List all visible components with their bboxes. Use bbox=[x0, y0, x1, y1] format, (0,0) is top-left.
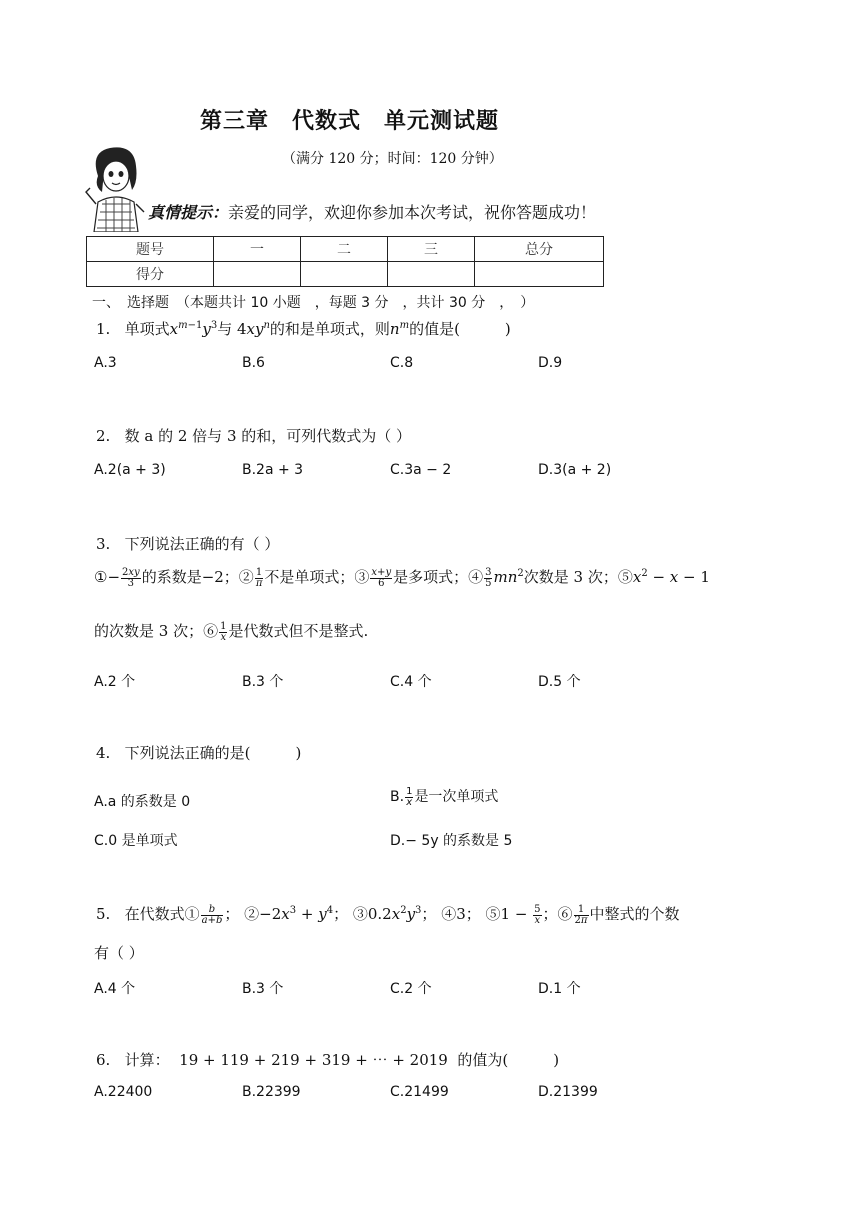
page-subtitle: （满分 120 分；时间：120 分钟） bbox=[282, 151, 503, 167]
question-5-line-2: 有（ ） bbox=[94, 944, 144, 962]
question-4 bbox=[96, 742, 301, 763]
section-heading: 一、 选择题 （本题共计 10 小题 ，每题 3 分 ，共计 30 分 ， ） bbox=[92, 295, 535, 311]
question-2 bbox=[96, 425, 411, 446]
option-b[interactable]: B.3 个 bbox=[242, 674, 284, 690]
table-cell: 一 bbox=[214, 237, 301, 262]
option-c[interactable]: C.8 bbox=[390, 355, 414, 371]
option-b[interactable]: B.6 bbox=[242, 355, 265, 371]
option-d[interactable]: D.21399 bbox=[538, 1084, 598, 1100]
tip-line bbox=[148, 200, 596, 223]
question-3-statements-line-2: 的次数是 3 次；⑥ $\frac{1}{x}$ 是代数式但不是整式. bbox=[94, 620, 369, 643]
table-cell: 题号 bbox=[87, 237, 214, 262]
option-c[interactable]: C.4 个 bbox=[390, 674, 432, 690]
question-3 bbox=[96, 533, 279, 554]
score-table-score-row bbox=[87, 262, 604, 287]
table-cell: 二 bbox=[301, 237, 388, 262]
score-entry-cell[interactable] bbox=[301, 262, 388, 287]
option-c[interactable]: C.0 是单项式 bbox=[94, 833, 178, 849]
option-a[interactable]: A.a 的系数是 0 bbox=[94, 794, 191, 810]
option-d[interactable]: D.3(a + 2) bbox=[538, 462, 612, 478]
tip-label: 真情提示： bbox=[148, 203, 229, 222]
question-number: 5. bbox=[96, 905, 111, 923]
option-a[interactable]: A.2 个 bbox=[94, 674, 136, 690]
option-d[interactable]: D.1 个 bbox=[538, 981, 581, 997]
option-d[interactable]: D.9 bbox=[538, 355, 563, 371]
question-5: 5. 在代数式① $\frac{b}{a+b}$ ； $②-2x^3 + y^4$； $③0.2x^2y^3$； ④3； ⑤1 − $\frac{5}{x}$ ；⑥ $\frac{1}{2\pi}$ 中整式的个数 bbox=[96, 903, 680, 926]
option-c[interactable]: C.21499 bbox=[390, 1084, 449, 1100]
question-number: 2. bbox=[96, 427, 111, 445]
question-text: 数 a 的 2 倍与 3 的和，可列代数式为（ ） bbox=[124, 427, 412, 445]
option-a[interactable]: A.22400 bbox=[94, 1084, 153, 1100]
option-a[interactable]: A.2(a + 3) bbox=[94, 462, 166, 478]
question-number: 1. bbox=[96, 320, 111, 338]
option-c[interactable]: C.3a − 2 bbox=[390, 462, 452, 478]
question-text: 下列说法正确的是( ) bbox=[124, 744, 302, 762]
option-b[interactable]: B.22399 bbox=[242, 1084, 301, 1100]
score-entry-cell[interactable] bbox=[214, 262, 301, 287]
score-table bbox=[86, 236, 604, 287]
question-6: 6. 计算： 19 + 119 + 219 + 319 + ⋯ + 2019 的值为( ) bbox=[96, 1051, 560, 1069]
table-cell: 三 bbox=[388, 237, 475, 262]
option-c[interactable]: C.2 个 bbox=[390, 981, 432, 997]
table-cell: 总分 bbox=[475, 237, 604, 262]
option-a[interactable]: A.3 bbox=[94, 355, 117, 371]
option-b[interactable]: B.3 个 bbox=[242, 981, 284, 997]
score-entry-cell[interactable] bbox=[388, 262, 475, 287]
option-b-letter: B. bbox=[390, 789, 405, 805]
option-a[interactable]: A.4 个 bbox=[94, 981, 136, 997]
question-number: 6. bbox=[96, 1051, 111, 1069]
question-number: 4. bbox=[96, 744, 111, 762]
question-text: 下列说法正确的有（ ） bbox=[124, 535, 280, 553]
question-3-statements-line-1: ①− $\frac{2xy}{3}$ 的系数是−2；② $\frac{1}{\pi}$ 不是单项式；③ $\frac{x+y}{6}$ 是多项式；④ $\frac{3}{5}$ $mn^2$次数是 3 次；$⑤x^2 - x - 1$ bbox=[94, 566, 710, 589]
question-1: 1. 单项式$x^{m-1}y^3$与 $4xy^n$的和是单项式，则$n^m$的值是( ) bbox=[96, 320, 511, 338]
option-d[interactable]: D.5 个 bbox=[538, 674, 581, 690]
option-b[interactable]: B.2a + 3 bbox=[242, 462, 304, 478]
page-title: 第三章 代数式 单元测试题 bbox=[200, 109, 500, 134]
option-b[interactable]: B. $\frac{1}{x}$ 是一次单项式 bbox=[390, 785, 499, 808]
tip-text: 亲爱的同学，欢迎你参加本次考试，祝你答题成功！ bbox=[228, 203, 597, 222]
table-cell: 得分 bbox=[87, 262, 214, 287]
option-d[interactable]: D.− 5y 的系数是 5 bbox=[390, 833, 513, 849]
score-table-header-row bbox=[87, 237, 604, 262]
student-girl-illustration bbox=[84, 142, 146, 232]
question-number: 3. bbox=[96, 535, 111, 553]
score-entry-cell[interactable] bbox=[475, 262, 604, 287]
